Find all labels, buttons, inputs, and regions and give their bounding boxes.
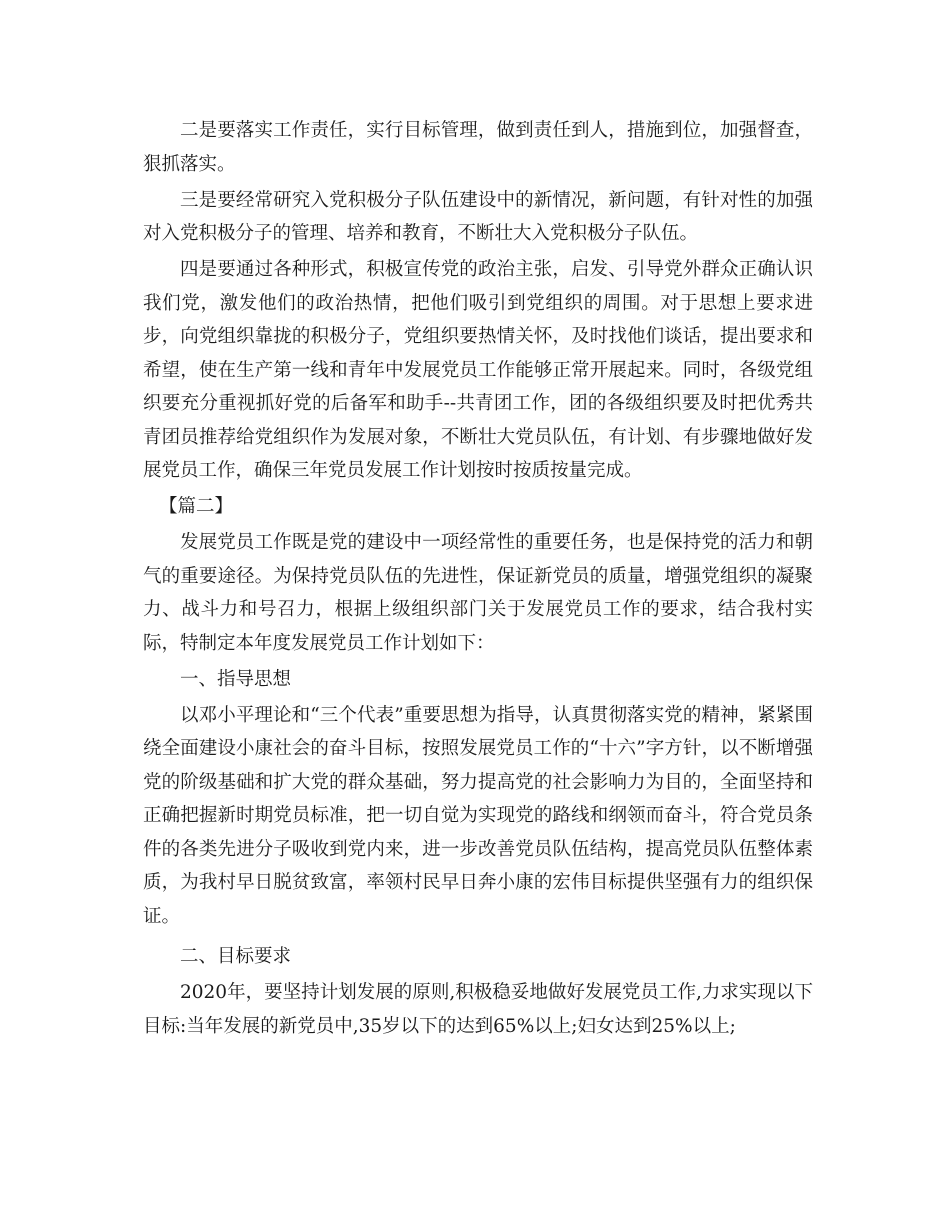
paragraph-research: 三是要经常研究入党积极分子队伍建设中的新情况，新问题，有针对性的加强对入党积极分子的管理、培养和教育，不断壮大入党积极分子队伍。 — [143, 189, 813, 244]
paragraph-publicity: 四是要通过各种形式，积极宣传党的政治主张，启发、引导党外群众正确认识我们党，激发他们的政治热情，把他们吸引到党组织的周围。对于思想上要求进步，向党组织靠拢的积极分子，党组织要热情关怀，及时找他们谈话，提出要求和希望，使在生产第一线和青年中发展党员工作能够正常开展起来。同时，各级党组织要充分重视抓好党的后备军和助手--共青团工作，团的各级组织要及时把优秀共青团员推荐给党组织作为发展对象，不断壮大党员队伍，有计划、有步骤地做好发展党员工作，确保三年党员发展工作计划按时按质按量完成。 — [143, 259, 813, 481]
paragraph-intro: 发展党员工作既是党的建设中一项经常性的重要任务，也是保持党的活力和朝气的重要途径。为保持党员队伍的先进性，保证新党员的质量，增强党组织的凝聚力、战斗力和号召力，根据上级组织部门关于发展党员工作的要求，结合我村实际，特制定本年度发展党员工作计划如下： — [143, 532, 813, 654]
paragraph-guiding-ideology: 以邓小平理论和“三个代表”重要思想为指导，认真贯彻落实党的精神，紧紧围绕全面建设小康社会的奋斗目标，按照发展党员工作的“十六”字方针，以不断增强党的阶级基础和扩大党的群众基础，努力提高党的社会影响力为目的，全面坚持和正确把握新时期党员标准，把一切自觉为实现党的路线和纲领而奋斗，符合党员条件的各类先进分子吸收到党内来，进一步改善党员队伍结构，提高党员队伍整体素质，为我村早日脱贫致富，率领村民早日奔小康的宏伟目标提供坚强有力的组织保证。 — [143, 704, 813, 927]
document-page — [143, 114, 813, 1046]
section-heading-part-two: 【篇二】 — [159, 496, 234, 517]
heading-goals: 二、目标要求 — [180, 946, 292, 967]
paragraph-responsibility: 二是要落实工作责任，实行目标管理，做到责任到人，措施到位，加强督查，狠抓落实。 — [143, 120, 813, 175]
paragraph-goals: 2020年，要坚持计划发展的原则,积极稳妥地做好发展党员工作,力求实现以下目标:当年发展的新党员中,35岁以下的达到65%以上;妇女达到25%以上; — [143, 982, 813, 1037]
heading-guiding-ideology: 一、指导思想 — [180, 668, 292, 690]
